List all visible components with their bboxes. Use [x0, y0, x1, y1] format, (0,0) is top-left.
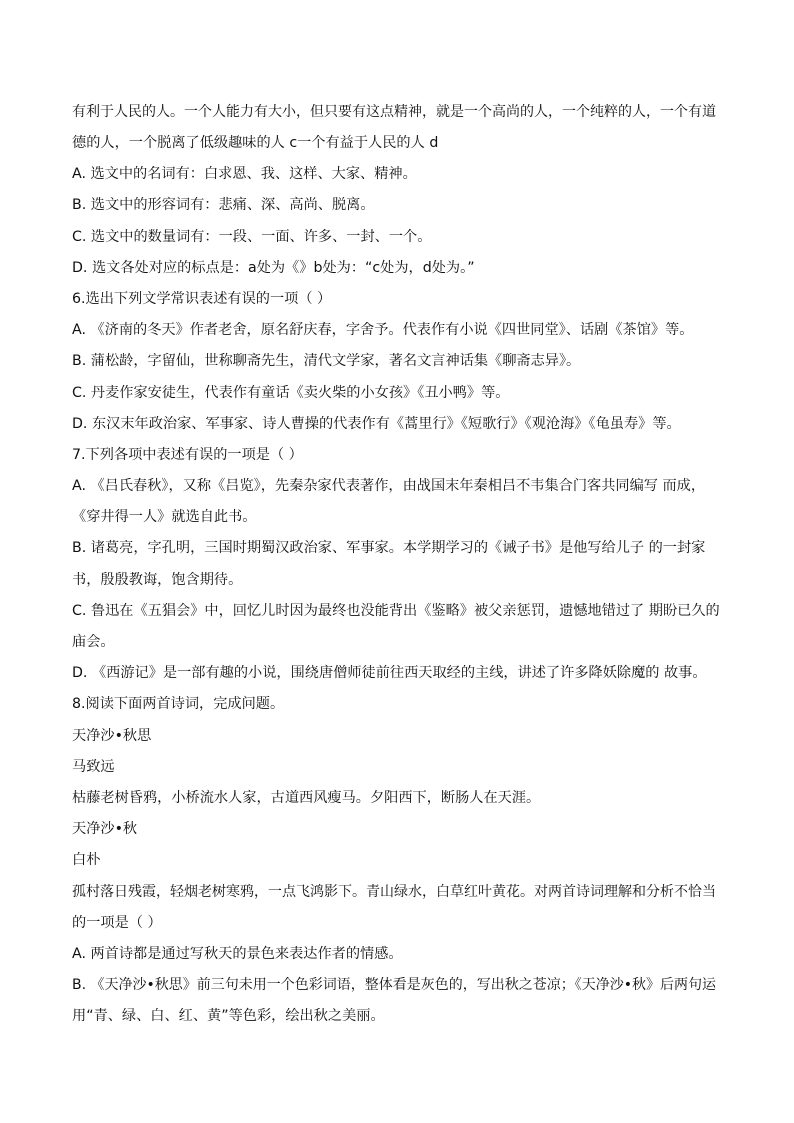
poem-author: 马致远 [72, 759, 115, 775]
text-line: A. 选文中的名词有：白求恩、我、这样、大家、精神。 [72, 166, 417, 182]
text-line: B. 《天净沙•秋思》前三句未用一个色彩词语，整体看是灰色的，写出秋之苍凉；《天净沙•秋》后两句运 [72, 977, 717, 993]
text-line: 《穿井得一人》就选自此书。 [72, 509, 257, 525]
text-line: 的一项是（ ） [72, 915, 162, 931]
poem-text: 孤村落日残霞，轻烟老树寒鸦，一点飞鸿影下。青山绿水，白草红叶黄花。对两首诗词理解和分析不恰当 [72, 884, 716, 900]
poem-title: 天净沙•秋 [72, 821, 138, 837]
poem-text: 枯藤老树昏鸦，小桥流水人家，古道西风瘦马。夕阳西下，断肠人在天涯。 [72, 790, 541, 806]
text-line: 有利于人民的人。一个人能力有大小，但只要有这点精神，就是一个高尚的人，一个纯粹的人，一个有道 [72, 104, 716, 120]
text-line: D. 选文各处对应的标点是：a处为《》b处为：“c处为，d处为。” [72, 260, 475, 276]
text-line: A. 两首诗都是通过写秋天的景色来表达作者的情感。 [72, 946, 403, 962]
text-line: 庙会。 [72, 634, 115, 650]
question-6: 6.选出下列文学常识表述有误的一项（ ） [72, 291, 332, 307]
text-line: 德的人，一个脱离了低级趣味的人 c一个有益于人民的人 d [72, 135, 439, 151]
text-line: B. 诸葛亮，字孔明，三国时期蜀汉政治家、军事家。本学期学习的《诫子书》是他写给儿子 的一封家 [72, 540, 706, 556]
text-line: B. 选文中的形容词有：悲痛、深、高尚、脱离。 [72, 197, 375, 213]
poem-author: 白朴 [72, 852, 101, 868]
text-line: C. 鲁迅在《五猖会》中，回忆儿时因为最终也没能背出《鉴略》被父亲惩罚，遗憾地错过了 期盼已久的 [72, 603, 720, 619]
text-line: A. 《吕氏春秋》，又称《吕览》，先秦杂家代表著作，由战国末年秦相吕不韦集合门客共同编写 而成， [72, 478, 706, 494]
text-line: B. 蒲松龄，字留仙，世称聊斋先生，清代文学家，著名文言神话集《聊斋志异》。 [72, 353, 581, 369]
text-line: D. 东汉末年政治家、军事家、诗人曹操的代表作有《蒿里行》《短歌行》《观沧海》《龟虽寿》等。 [72, 416, 681, 432]
text-line: 用“青、绿、白、红、黄”等色彩，绘出秋之美丽。 [72, 1008, 385, 1024]
text-line: D. 《西游记》是一部有趣的小说，围绕唐僧师徒前往西天取经的主线，讲述了许多降妖除魔的 故事。 [72, 665, 707, 681]
text-line: 书，殷殷教诲，饱含期待。 [72, 572, 243, 588]
text-line: A. 《济南的冬天》作者老舍，原名舒庆春，字舍予。代表作有小说《四世同堂》、话剧《茶馆》等。 [72, 322, 694, 338]
question-7: 7.下列各项中表述有误的一项是（ ） [72, 447, 303, 463]
question-8: 8.阅读下面两首诗词，完成问题。 [72, 696, 285, 712]
text-line: C. 丹麦作家安徒生，代表作有童话《卖火柴的小女孩》《丑小鸭》等。 [72, 385, 510, 401]
text-line: C. 选文中的数量词有：一段、一面、许多、一封、一个。 [72, 229, 432, 245]
poem-title: 天净沙•秋思 [72, 728, 152, 744]
